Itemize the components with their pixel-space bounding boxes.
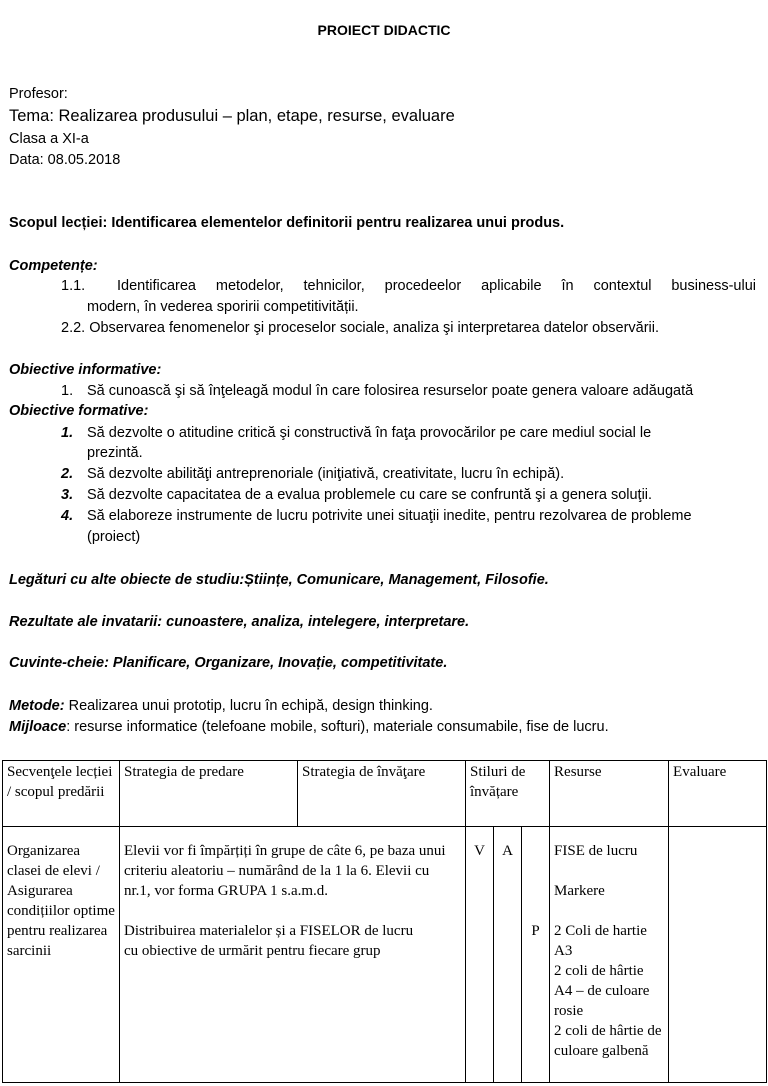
paragraph-spacer [124,901,453,921]
obiectiv-formativ-text: Să dezvolte abilităţi antreprenoriale (iniţiativă, creativitate, lucru în echipă). [87,466,565,482]
metode-text: Realizarea unui prototip, lucru în echipă, design thinking. [64,698,433,714]
metode-label: Metode: [9,698,65,714]
mijloace-text: : resurse informatice (telefoane mobile, softuri), materiale consumabile, fise de lucru. [66,719,609,735]
scopul-lectiei: Scopul lecției: Identificarea elementelor definitorii pentru realizarea unui produs. [9,215,565,231]
resurse-item: 2 coli de hârtie de culoare galbenă [554,1023,662,1059]
competenta-item: 2.2. Observarea fenomenelor şi proceselor sociale, analiza şi interpretarea datelor observării. [61,320,660,336]
cuvinte-cheie-line: Cuvinte-cheie: Planificare, Organizare, Inovație, competitivitate. [9,655,448,671]
cell-evaluare [669,827,767,1083]
data-line: Data: 08.05.2018 [9,152,121,168]
document-title: PROIECT DIDACTIC [317,22,451,38]
competenta-text-line2: modern, în vederea sporirii competitivității. [87,299,359,315]
legaturi-line: Legături cu alte obiecte de studiu:Științe, Comunicare, Management, Filosofie. [9,572,549,588]
profesor-line: Profesor: [9,86,68,102]
obiectiv-informativ-text: Să cunoască şi să înţeleagă modul în care folosirea resurselor poate genera valoare adăugată [87,383,694,399]
obiectiv-formativ-text: Să dezvolte capacitatea de a evalua problemele cu care se confruntă şi a genera soluţii. [87,487,653,503]
strategia-paragraph-2: Distribuirea materialelor și a FISELOR de lucru cu obiective de urmărit pentru fiecare grup [124,923,414,959]
rezultate-line: Rezultate ale invatarii: cunoastere, analiza, intelegere, interpretare. [9,614,470,630]
header-strategia-invatare: Strategia de învăţare [298,761,466,827]
clasa-line: Clasa a XI-a [9,131,89,147]
resurse-item: 2 coli de hârtie A4 – de culoare rosie [554,963,650,1019]
obiective-formative-heading: Obiective formative: [9,403,149,419]
header-secvente: Secvenţele lecției / scopul predării [3,761,120,827]
cell-stil-a: A [494,827,522,1083]
obiectiv-formativ-text: (proiect) [87,529,141,545]
obiectiv-formativ-text: Să dezvolte o atitudine critică şi constructivă în faţa provocărilor pe care mediul social le [87,425,652,441]
competente-heading: Competențe: [9,258,98,274]
header-strategia-predare: Strategia de predare [120,761,298,827]
competenta-number: 1.1. [61,278,86,294]
cell-stil-p: P [522,827,550,1083]
resurse-item: 2 Coli de hartie A3 [554,923,647,959]
tema-line: Tema: Realizarea produsului – plan, etape, resurse, evaluare [9,107,455,125]
strategia-paragraph-1: Elevii vor fi împărțiți în grupe de câte 6, pe baza unui criteriu aleatoriu – numărând de la 1 la 6. Elevii cu nr.1, vor forma GRUPA 1 s.a.m.d. [124,843,446,899]
obiectiv-formativ-number: 2. [61,466,74,482]
resurse-item: FISE de lucru [554,843,638,859]
obiectiv-informativ-number: 1. [61,383,74,399]
resurse-item: Markere [554,883,605,899]
header-resurse: Resurse [550,761,669,827]
obiectiv-formativ-number: 3. [61,487,74,503]
table-row [3,827,767,1083]
cell-secvente: Organizarea clasei de elevi / Asigurarea condițiilor optime pentru realizarea sarcinii [3,827,120,1083]
obiectiv-formativ-number: 4. [61,508,74,524]
table-header-row [3,761,767,827]
obiective-informative-heading: Obiective informative: [9,362,162,378]
cell-resurse [550,827,669,1083]
competenta-text-line1: Identificarea metodelor, tehnicilor, procedeelor aplicabile în contextul business-ului [117,278,756,294]
metode-line [9,698,433,714]
obiectiv-formativ-text: prezintă. [87,445,143,461]
mijloace-line [9,719,609,735]
cell-strategia [120,827,466,1083]
header-stiluri-invatare: Stiluri de învățare [466,761,550,827]
header-evaluare: Evaluare [669,761,767,827]
cell-stil-v: V [466,827,494,1083]
lesson-table [2,760,767,1083]
obiectiv-formativ-text: Să elaboreze instrumente de lucru potrivite unei situaţii inedite, pentru rezolvarea de probleme [87,508,692,524]
mijloace-label: Mijloace [9,719,67,735]
obiectiv-formativ-number: 1. [61,425,74,441]
